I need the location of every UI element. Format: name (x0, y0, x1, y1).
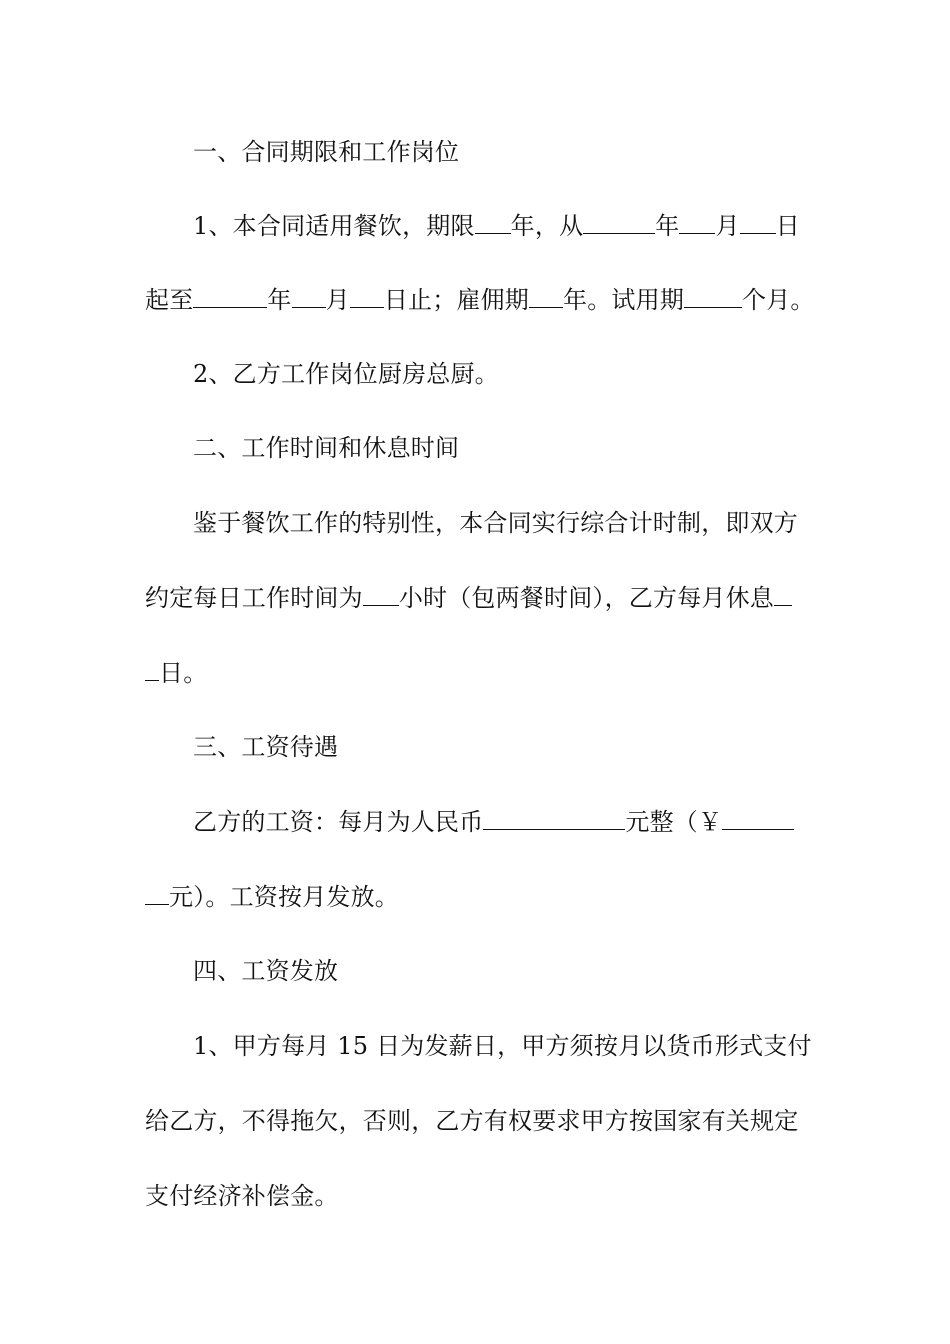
section-4-item-1-line-1 (193, 1031, 810, 1061)
section-3-heading (193, 732, 810, 762)
text: 日。 (159, 659, 208, 687)
section-1-item-1-line-1 (193, 211, 810, 241)
text: 给乙方，不得拖欠，否则，乙方有权要求甲方按国家有关规定 (145, 1107, 799, 1135)
blank-field (722, 807, 794, 830)
text: 乙方的工资：每月为人民币 (193, 808, 484, 836)
text: 小时（包两餐时间），乙方每月休息 (398, 584, 775, 612)
blank-field (363, 583, 399, 606)
text: 元整（￥ (625, 808, 723, 836)
blank-field (483, 807, 625, 830)
section-2-paragraph-line-1 (193, 508, 810, 538)
text: 月 (325, 286, 350, 314)
text: 月 (715, 212, 740, 240)
heading-text: 四、工资发放 (193, 957, 339, 985)
blank-field (774, 583, 792, 606)
text: 日 (775, 212, 800, 240)
text: 日止；雇佣期 (383, 286, 530, 314)
section-1-heading (193, 137, 810, 167)
blank-field (145, 658, 159, 681)
heading-text: 三、工资待遇 (193, 733, 339, 761)
section-2-paragraph-line-2 (145, 583, 810, 613)
blank-field (475, 211, 511, 234)
blank-field (583, 211, 655, 234)
text: 年。试用期 (563, 286, 685, 314)
section-2-paragraph-line-3 (145, 658, 810, 688)
heading-text: 一、合同期限和工作岗位 (193, 138, 460, 166)
blank-field (529, 285, 563, 308)
text: 年，从 (510, 212, 584, 240)
section-3-paragraph-line-1 (193, 807, 810, 837)
text: 支付经济补偿金。 (145, 1182, 339, 1210)
text: 起至 (145, 286, 194, 314)
text: 1、甲方每月 15 日为发薪日，甲方须按月以货币形式支付 (193, 1032, 812, 1060)
heading-text: 二、工作时间和休息时间 (193, 434, 460, 462)
text: 鉴于餐饮工作的特别性，本合同实行综合计时制，即双方 (193, 509, 798, 537)
text: 年 (267, 286, 292, 314)
section-4-item-1-line-3 (145, 1181, 810, 1211)
text: 约定每日工作时间为 (145, 584, 363, 612)
blank-field (350, 285, 384, 308)
text: 年 (655, 212, 680, 240)
blank-field (193, 285, 267, 308)
blank-field (145, 882, 169, 905)
text: 1、本合同适用餐饮，期限 (193, 212, 475, 240)
section-1-item-2 (193, 359, 810, 389)
blank-field (292, 285, 326, 308)
section-2-heading (193, 433, 810, 463)
blank-field (740, 211, 776, 234)
text: 元）。工资按月发放。 (169, 883, 399, 911)
section-3-paragraph-line-2 (145, 882, 810, 912)
section-4-item-1-line-2 (145, 1106, 810, 1136)
blank-field (684, 285, 742, 308)
text: 个月。 (742, 286, 815, 314)
blank-field (679, 211, 715, 234)
text: 2、乙方工作岗位厨房总厨。 (193, 360, 499, 388)
section-1-item-1-line-2 (145, 285, 815, 315)
section-4-heading (193, 956, 810, 986)
